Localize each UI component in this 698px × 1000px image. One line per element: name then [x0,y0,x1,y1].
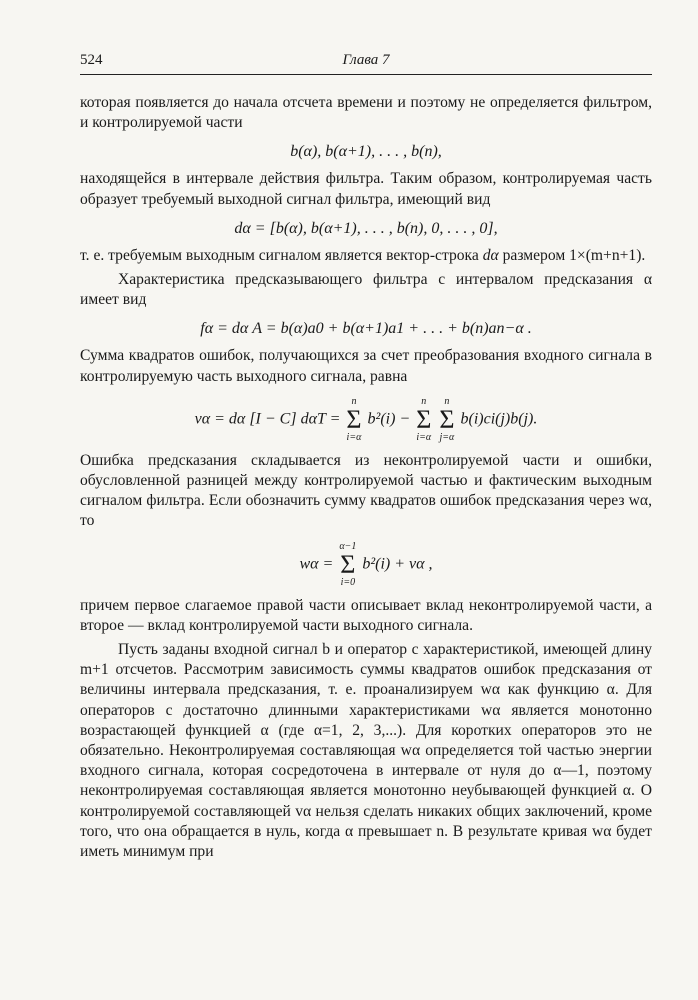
page-number: 524 [80,52,103,68]
sum-operator-2 [416,397,431,443]
paragraph-8: Пусть заданы входной сигнал b и оператор с характеристикой, имеющей длину m+1 отсчетов. Рассмотрим зависимость суммы квадратов ошибок предсказания от величины интервала предсказания, т. е. проанализируем wα как функцию α. Для операторов с достаточно длинными характеристиками wα является монотонно возрастающей функцией α (где α=1, 2, 3,...). Для коротких операторов это не обязательно. Неконтролируемая составляющая wα определяется той частью энергии входного сигнала, которая сосредоточена в интервале от нуля до α—1, поэтому неконтролируемая составляющая является монотонно неубывающей функцией α. О контролируемой составляющей vα нельзя сделать никаких общих заключений, кроме того, что она обращается в нуль, когда α превышает n. В результате кривая wα будет иметь минимум при [80,641,652,861]
v-alpha-term-1: b²(i) − [367,410,411,428]
sigma-symbol: Σ [439,404,455,434]
sum-operator-4 [339,542,356,588]
v-alpha-term-2: b(i)ci(j)b(j). [460,410,538,428]
d-alpha-symbol: dα [482,246,499,264]
sum-operator-1 [346,397,361,443]
book-page [80,52,652,862]
sum-upper-limit: n [421,395,427,407]
paragraph-6: Ошибка предсказания складывается из неконтролируемой части и ошибки, обусловленной разницей между контролируемой частью и фактическим выходным сигналом фильтра. Если обозначить сумму квадратов ошибок предсказания через wα, то [80,451,652,530]
chapter-title: Глава 7 [342,52,390,68]
paragraph-2: находящейся в интервале действия фильтра. Таким образом, контролируемая часть образует требуемый выходной сигнал фильтра, имеющий вид [80,170,652,208]
sigma-symbol: Σ [346,404,362,434]
sum-upper-limit: α−1 [339,540,357,552]
sigma-symbol: Σ [340,549,356,579]
sum-lower-limit: i=α [416,431,432,443]
sigma-symbol: Σ [416,404,432,434]
equation-v-alpha [80,397,652,443]
sum-lower-limit: i=α [346,431,362,443]
paragraph-5: Сумма квадратов ошибок, получающихся за счет преобразования входного сигнала в контролируемую часть выходного сигнала, равна [80,347,652,385]
equation-d-alpha: dα = [b(α), b(α+1), . . . , b(n), 0, . . . , 0], [234,219,498,237]
paragraph-3-text: т. е. требуемым выходным сигналом является вектор-строка [80,246,479,264]
equation-b-sequence: b(α), b(α+1), . . . , b(n), [290,143,442,161]
sum-upper-limit: n [444,395,450,407]
equation-w-alpha [80,542,652,588]
paragraph-4: Характеристика предсказывающего фильтра с интервалом предсказания α имеет вид [80,271,652,309]
sum-upper-limit: n [351,395,357,407]
running-header [80,52,652,75]
paragraph-3-size: размером 1×(m+n+1). [502,246,646,264]
equation-f-alpha: fα = dα A = b(α)a0 + b(α+1)a1 + . . . + b(n)an−α . [200,320,532,338]
paragraph-3 [80,246,652,266]
paragraph-7: причем первое слагаемое правой части описывает вклад неконтролируемой части, а второе — вклад контролируемой части выходного сигнала. [80,596,652,634]
w-alpha-left: wα = [299,555,334,573]
sum-operator-3 [439,397,454,443]
w-alpha-right: b²(i) + vα , [362,555,433,573]
paragraph-1: которая появляется до начала отсчета времени и поэтому не определяется фильтром, и контролируемой части [80,94,652,132]
sum-lower-limit: j=α [439,431,455,443]
sum-lower-limit: i=0 [340,576,356,588]
v-alpha-left: vα = dα [I − C] dαT = [194,410,341,428]
